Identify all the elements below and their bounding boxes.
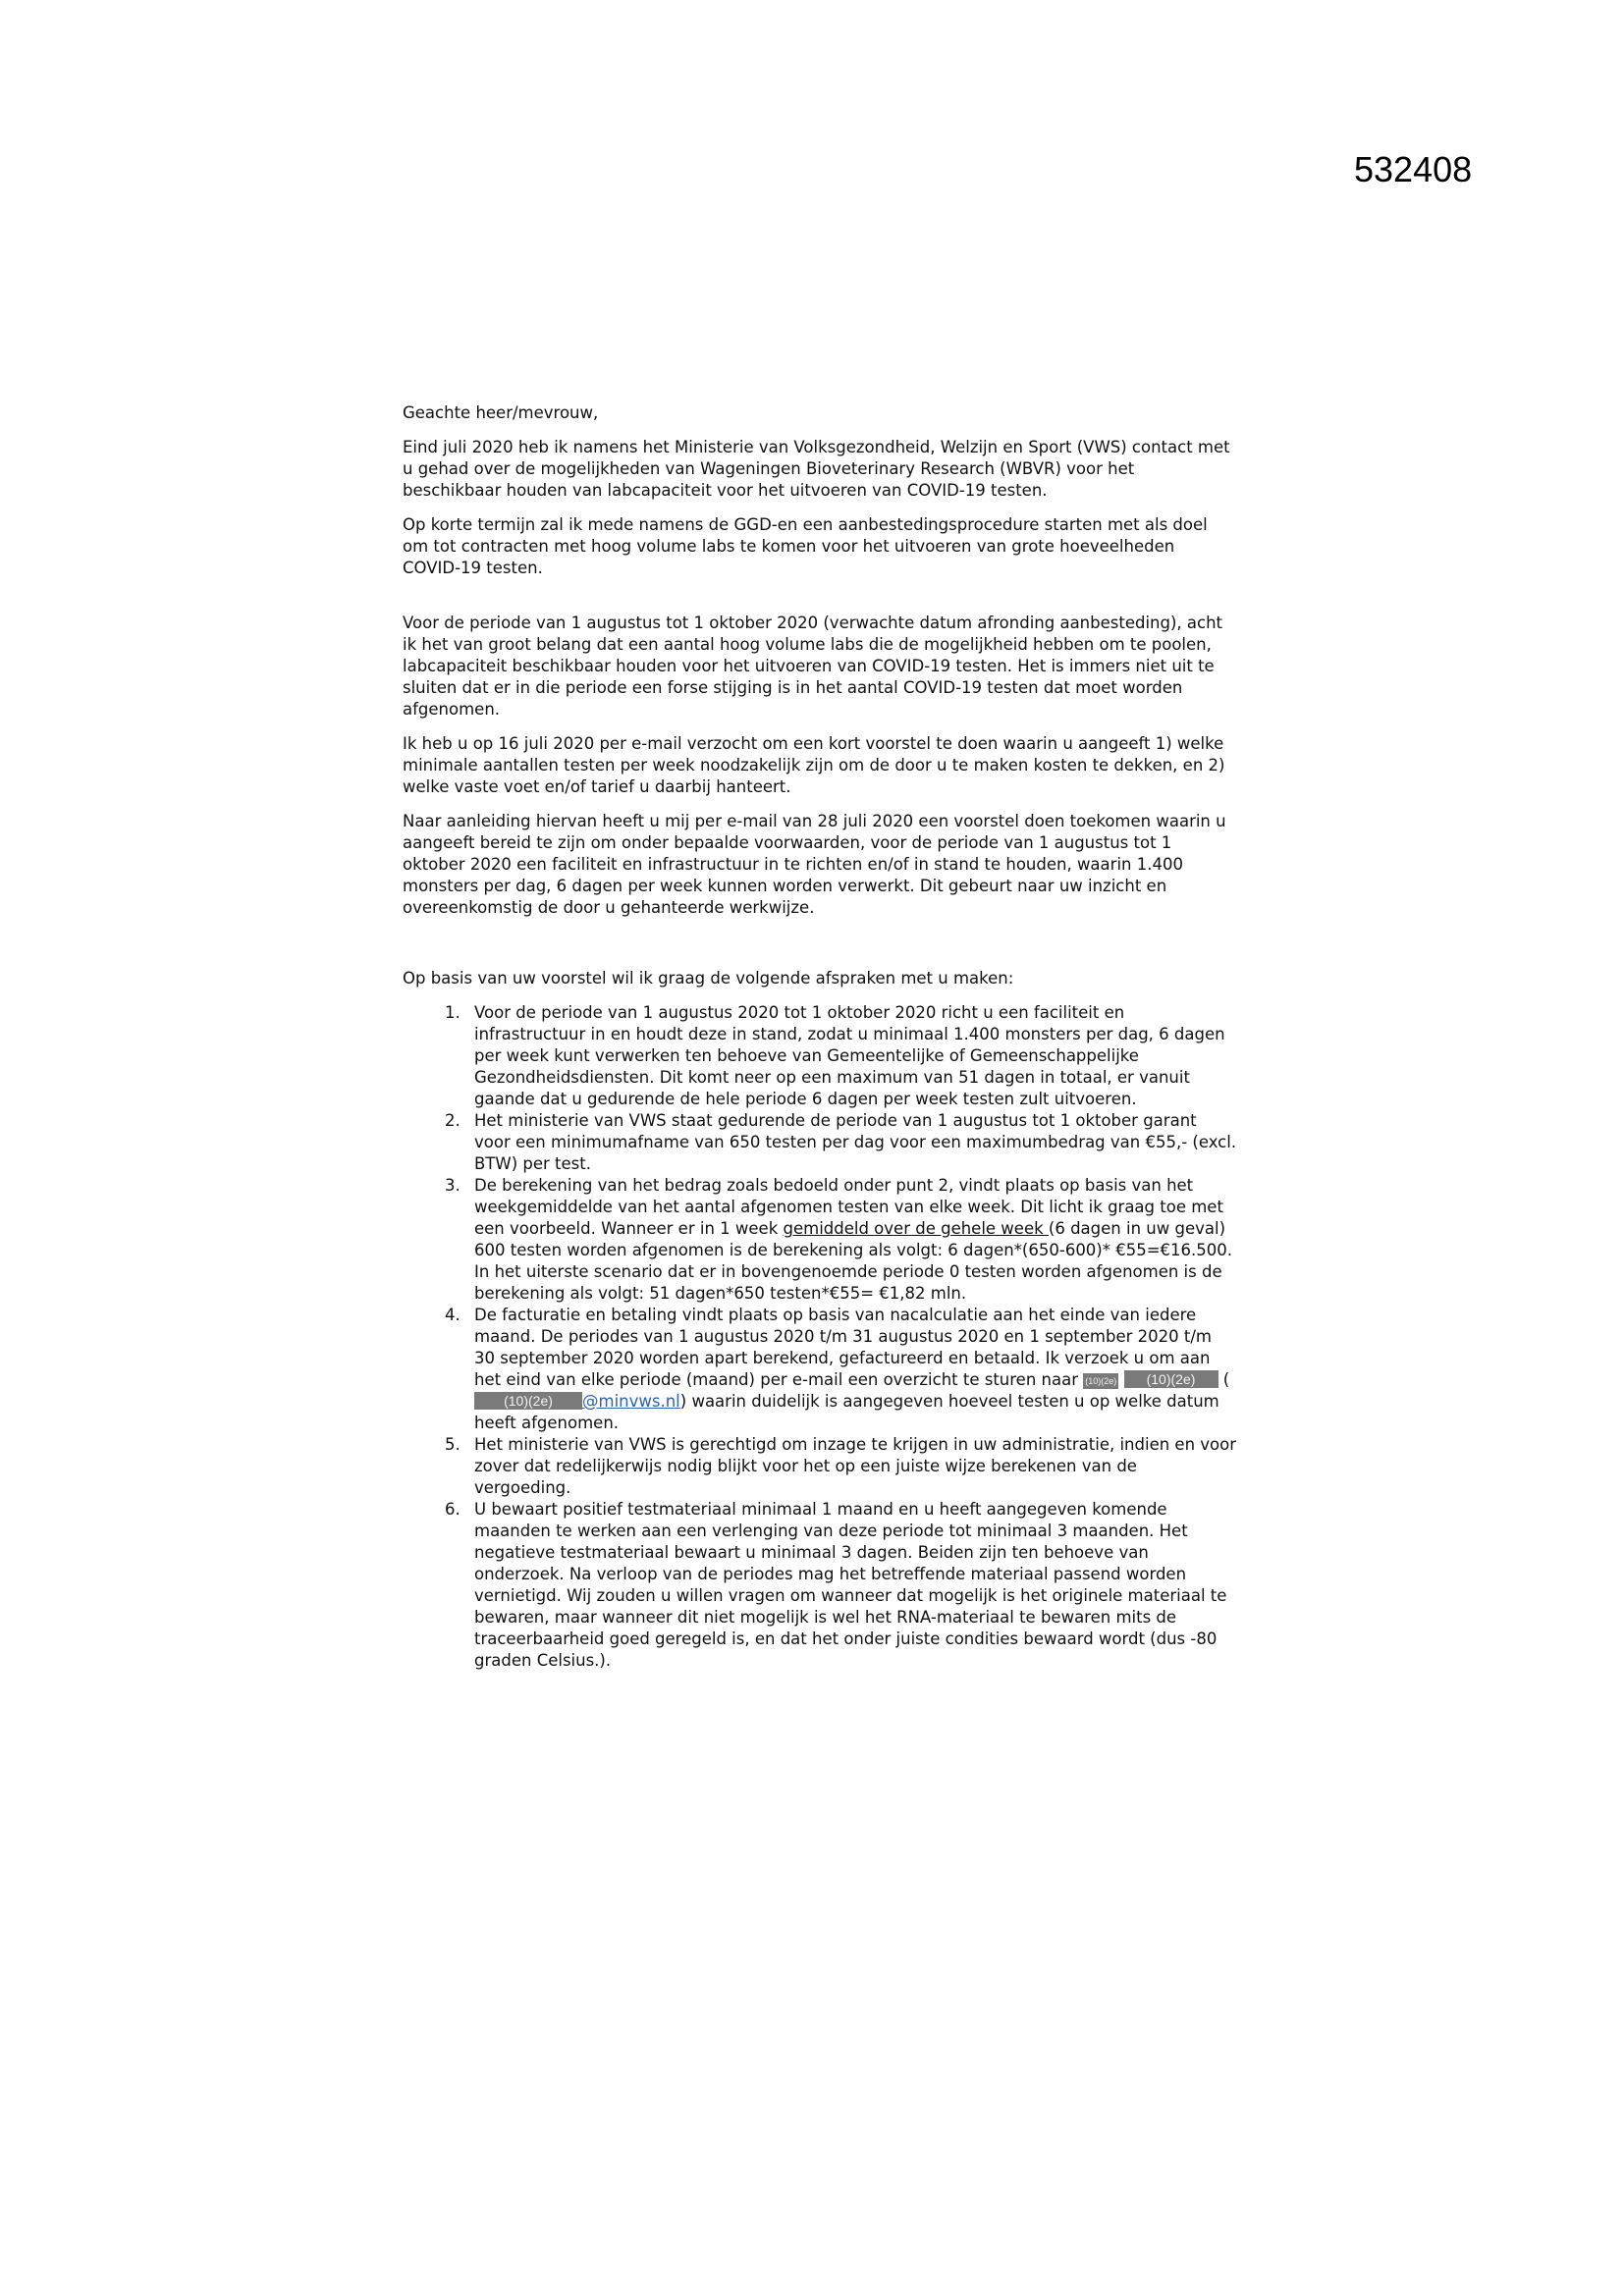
- agreements-list: [403, 1002, 1237, 1672]
- list-item-number: 5.: [445, 1435, 460, 1454]
- list-item-text: Het ministerie van VWS is gerechtigd om inzage te krijgen in uw administratie, indien en voor zover dat redelijkerwijs nodig blijkt voor het op een juiste wijze berekenen van de vergoeding.: [474, 1435, 1237, 1497]
- list-item: [403, 1110, 1237, 1175]
- list-item-text: De facturatie en betaling vindt plaats op basis van nacalculatie aan het einde van iedere maand. De periodes van 1 augustus 2020 t/m 31 augustus 2020 en 1 september 2020 t/m 30 september 2020 worden apart berekend, gefactureerd en betaald. Ik verzoek u om aan het eind van elke periode (maand) per e-mail een overzicht te sturen naar: [474, 1306, 1212, 1389]
- list-item-text: ) waarin duidelijk is aangegeven hoeveel testen u op welke datum heeft afgenomen.: [474, 1392, 1219, 1432]
- list-item-number: 4.: [445, 1306, 460, 1324]
- list-item-number: 2.: [445, 1111, 460, 1130]
- list-item: [403, 1434, 1237, 1499]
- paragraph-intro: Eind juli 2020 heb ik namens het Ministerie van Volksgezondheid, Welzijn en Sport (VWS) contact met u gehad over de mogelijkheden van Wageningen Bioveterinary Research (WBVR) voor het beschikbaar houden van labcapaciteit voor het uitvoeren van COVID-19 testen.: [403, 438, 1230, 500]
- letter-body: [403, 402, 1237, 1672]
- list-item-number: 1.: [445, 1003, 460, 1022]
- email-link[interactable]: @minvws.nl: [582, 1392, 680, 1411]
- paragraph-period: Voor de periode van 1 augustus tot 1 oktober 2020 (verwachte datum afronding aanbesteding), acht ik het van groot belang dat een aantal hoog volume labs die de mogelijkheid hebben om te poolen, labcapaciteit beschikbaar houden voor het uitvoeren van COVID-19 testen. Het is immers niet uit te sluiten dat er in die periode een forse stijging is in het aantal COVID-19 testen dat moet worden afgenomen.: [403, 614, 1223, 719]
- list-item-text: Het ministerie van VWS staat gedurende de periode van 1 augustus tot 1 oktober garant voor een minimumafname van 650 testen per dag voor een maximumbedrag van €55,- (excl. BTW) per test.: [474, 1111, 1237, 1173]
- list-item: [403, 1002, 1237, 1110]
- redaction-block: (10)(2e): [1124, 1370, 1218, 1388]
- paragraph-agreements-intro: Op basis van uw voorstel wil ik graag de volgende afspraken met u maken:: [403, 969, 1014, 988]
- redaction-block: (10)(2e): [474, 1392, 582, 1410]
- salutation: Geachte heer/mevrouw,: [403, 403, 599, 422]
- list-item-text: (6 dagen in uw geval) 600 testen worden afgenomen is de berekening als volgt: 6 dagen*(650-600)* €55=€16.500. In het uiterste scenario dat er in bovengenoemde periode 0 testen worden afgenomen is de berekening als volgt: 51 dagen*650 testen*€55= €1,82 mln.: [474, 1219, 1233, 1303]
- list-item-text: Voor de periode van 1 augustus 2020 tot 1 oktober 2020 richt u een faciliteit en infrastructuur in en houdt deze in stand, zodat u minimaal 1.400 monsters per dag, 6 dagen per week kunt verwerken ten behoeve van Gemeentelijke of Gemeenschappelijke Gezondheidsdiensten. Dit komt neer op een maximum van 51 dagen in totaal, er vanuit gaande dat u gedurende de hele periode 6 dagen per week testen zult uitvoeren.: [474, 1003, 1225, 1108]
- redaction-block: (10)(2e): [1083, 1373, 1118, 1389]
- paragraph-proposal: Naar aanleiding hiervan heeft u mij per e-mail van 28 juli 2020 een voorstel doen toekomen waarin u aangeeft bereid te zijn om onder bepaalde voorwaarden, voor de periode van 1 augustus tot 1 oktober 2020 een faciliteit en infrastructuur in te richten en/of in stand te houden, waarin 1.400 monsters per dag, 6 dagen per week kunnen worden verwerkt. Dit gebeurt naar uw inzicht en overeenkomstig de door u gehanteerde werkwijze.: [403, 812, 1226, 917]
- paragraph-request: Ik heb u op 16 juli 2020 per e-mail verzocht om een kort voorstel te doen waarin u aangeeft 1) welke minimale aantallen testen per week noodzakelijk zijn om de door u te maken kosten te dekken, en 2) welke vaste voet en/of tarief u daarbij hanteert.: [403, 734, 1225, 796]
- list-item: [403, 1499, 1237, 1672]
- list-item-text: De berekening van het bedrag zoals bedoeld onder punt 2, vindt plaats op basis van het weekgemiddelde van het aantal afgenomen testen van elke week. Dit licht ik graag toe met een voorbeeld. Wanneer er in 1 week: [474, 1176, 1223, 1238]
- list-item-number: 6.: [445, 1500, 460, 1519]
- paragraph-procurement: Op korte termijn zal ik mede namens de GGD-en een aanbestedingsprocedure starten met als doel om tot contracten met hoog volume labs te komen voor het uitvoeren van grote hoeveelheden COVID-19 testen.: [403, 515, 1208, 577]
- list-item: [403, 1175, 1237, 1305]
- document-number: 532408: [1354, 149, 1473, 189]
- list-item-number: 3.: [445, 1176, 460, 1195]
- list-item-text: U bewaart positief testmateriaal minimaal 1 maand en u heeft aangegeven komende maanden te werken aan een verlenging van deze periode tot minimaal 3 maanden. Het negatieve testmateriaal bewaart u minimaal 3 dagen. Beiden zijn ten behoeve van onderzoek. Na verloop van de periodes mag het betreffende materiaal passend worden vernietigd. Wij zouden u willen vragen om wanneer dat mogelijk is het originele materiaal te bewaren, maar wanneer dit niet mogelijk is wel het RNA-materiaal te bewaren mits de traceerbaarheid goed geregeld is, en dat het onder juiste condities bewaard wordt (dus -80 graden Celsius.).: [474, 1500, 1227, 1670]
- list-item: [403, 1305, 1237, 1434]
- underlined-text: gemiddeld over de gehele week: [783, 1219, 1049, 1238]
- list-item-text: (: [1218, 1370, 1230, 1389]
